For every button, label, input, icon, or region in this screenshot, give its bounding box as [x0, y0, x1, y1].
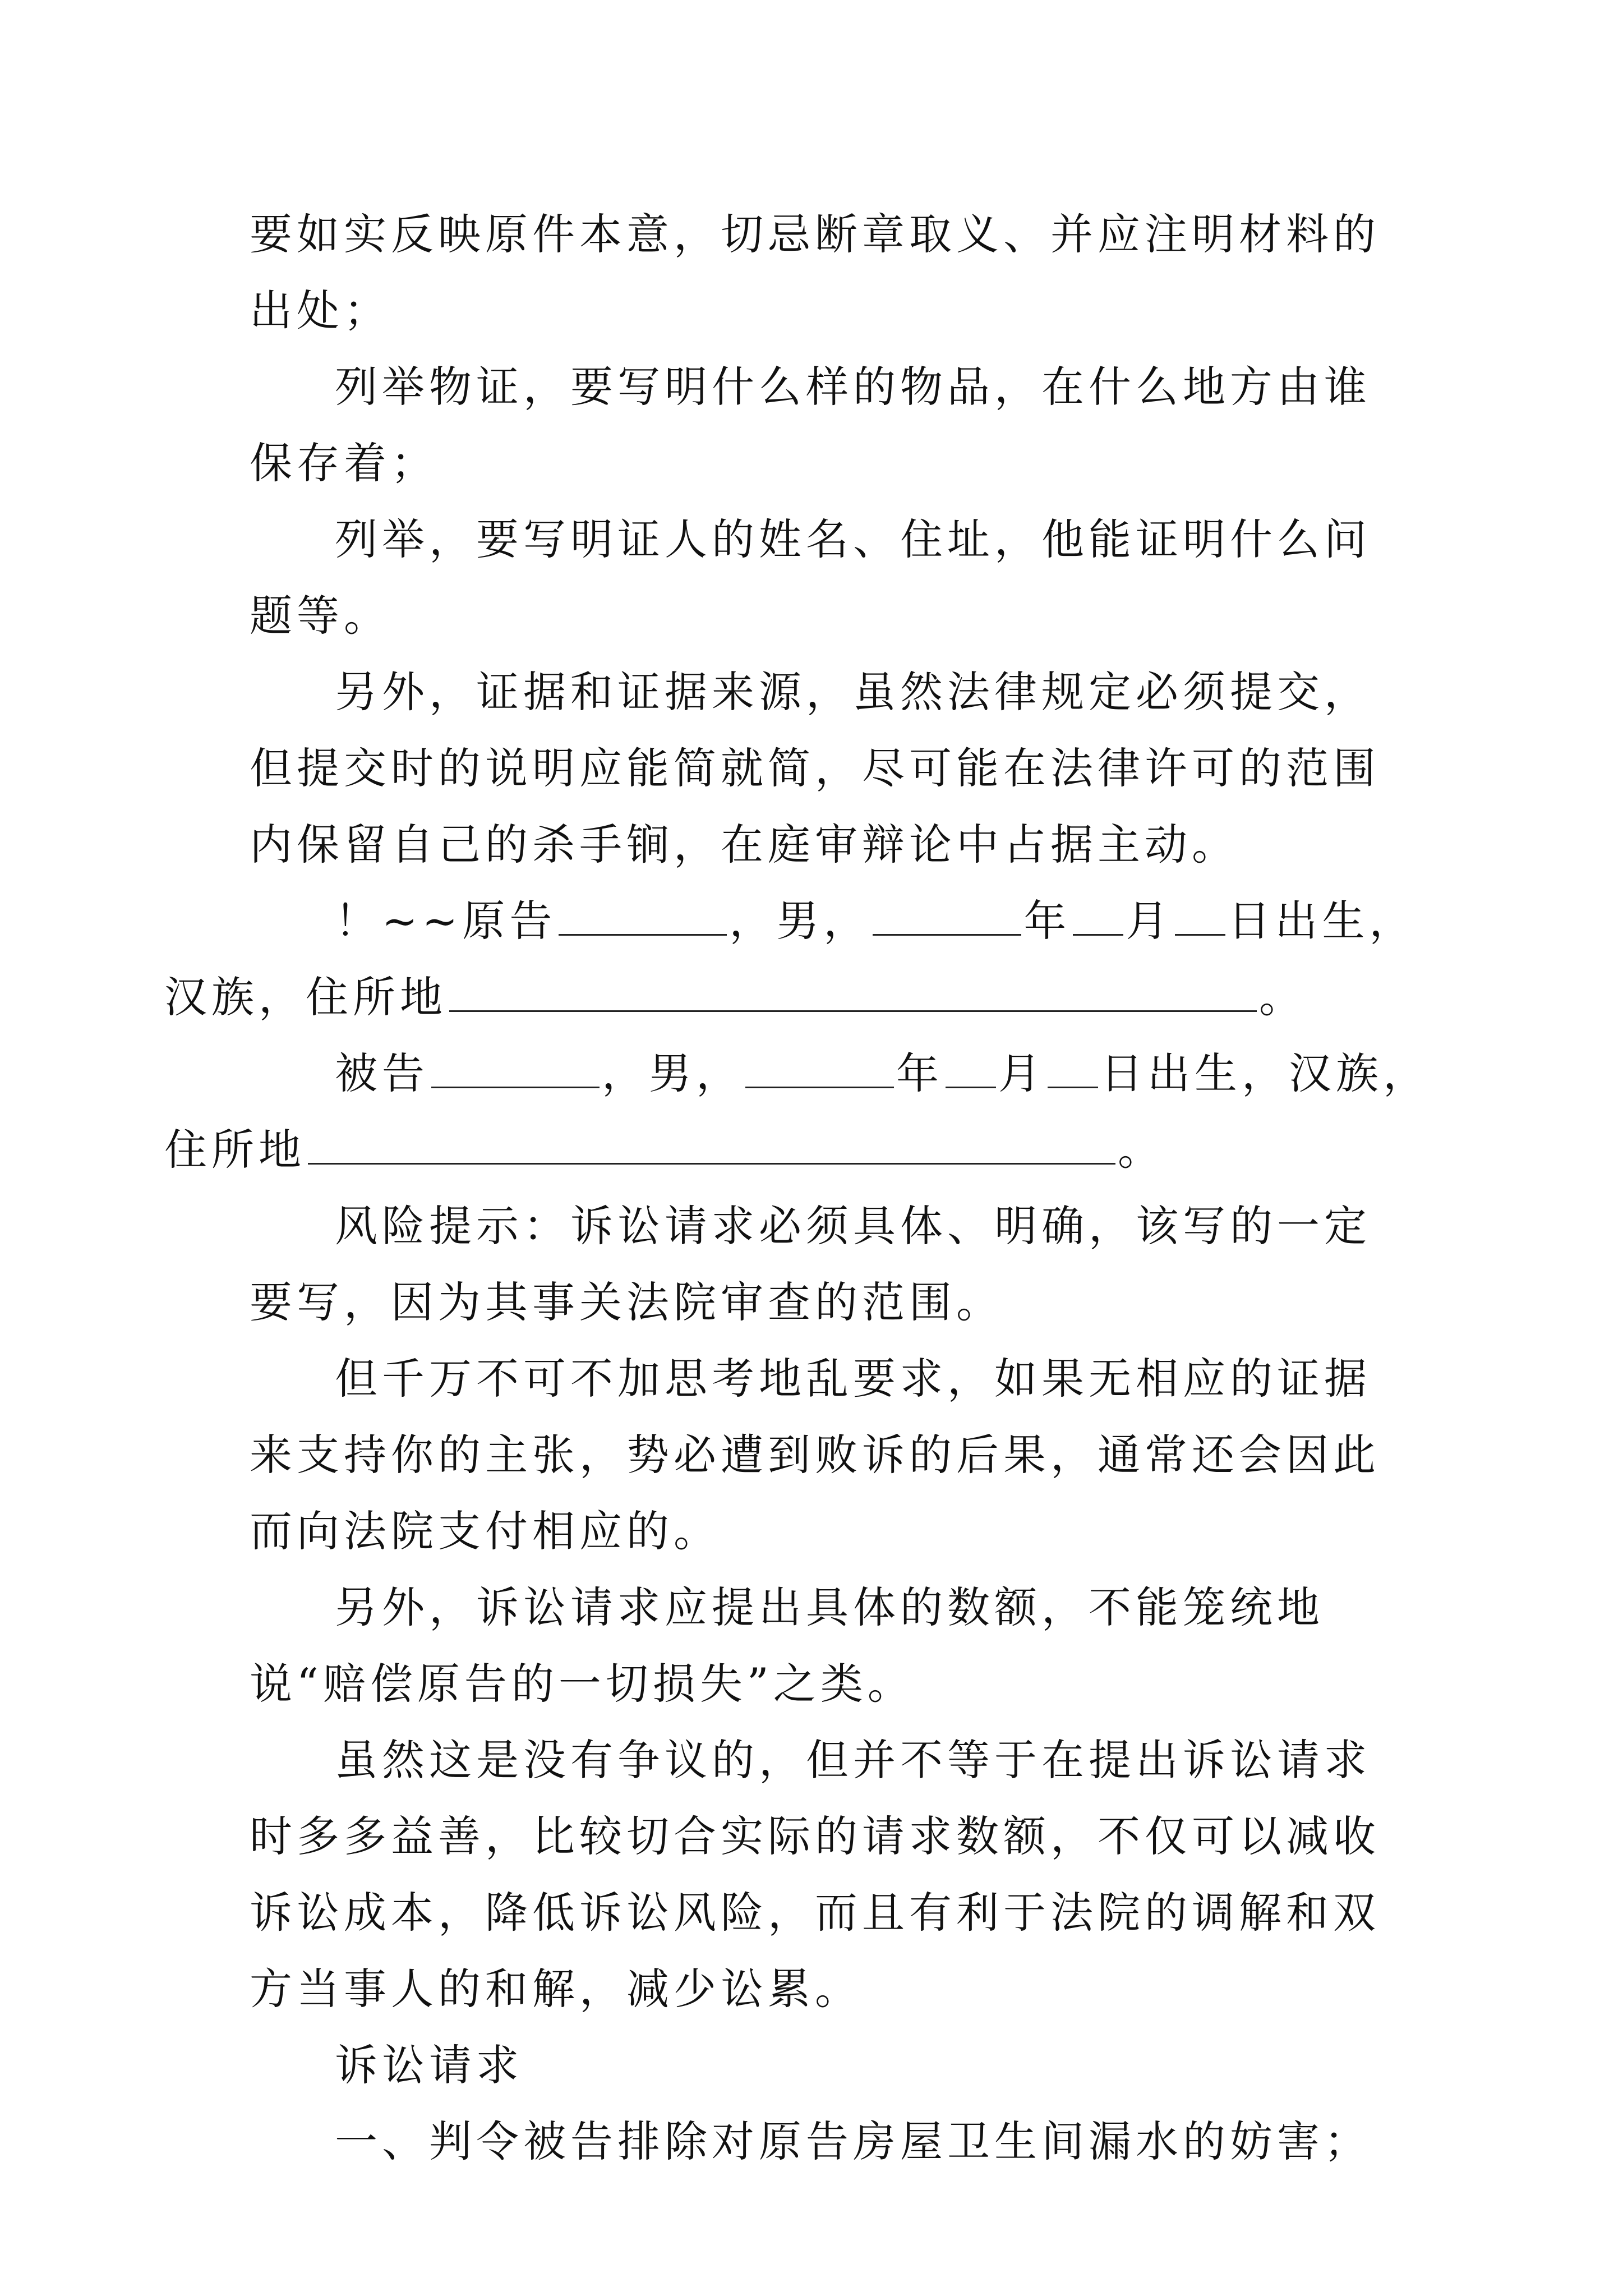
- plaintiff-year-blank: [873, 898, 1021, 936]
- defendant-name-blank: [431, 1051, 600, 1088]
- paragraph-witness: 列举，要写明证人的姓名、住址，他能证明什么问题等。: [250, 514, 1371, 641]
- paragraph-caution: 但千万不可不加思考地乱要求，如果无相应的证据来支持你的主张，势必遭到败诉的后果，通常还会因此而向法院支付相应的。: [250, 1354, 1380, 1556]
- defendant-line-2: [164, 1112, 1394, 1188]
- defendant-year-label: 年: [896, 1048, 943, 1098]
- plaintiff-month-label: 月: [1126, 896, 1173, 946]
- plaintiff-end: 。: [1259, 972, 1306, 1022]
- paragraph-reasonable-claims: 虽然这是没有争议的，但并不等于在提出诉讼请求时多多益善，比较切合实际的请求数额，不仅可以减收诉讼成本，降低诉讼风险，而且有利于法院的调解和双方当事人的和解，减少讼累。: [250, 1735, 1380, 2014]
- defendant-line-1: [250, 1036, 1430, 1112]
- paragraph-physical-evidence: 列举物证，要写明什么样的物品，在什么地方由谁保存着；: [250, 362, 1371, 488]
- plaintiff-month-blank: [1073, 898, 1123, 936]
- defendant-year-blank: [745, 1051, 894, 1088]
- plaintiff-line-1: [250, 883, 1417, 959]
- defendant-end: 。: [1118, 1125, 1165, 1175]
- defendant-birth-label: 日出生，汉族，: [1100, 1048, 1430, 1098]
- plaintiff-name-blank: [559, 898, 727, 936]
- section-heading-claims: 诉讼请求: [335, 2040, 523, 2090]
- plaintiff-line-2: [164, 959, 1394, 1036]
- defendant-label: 被告: [335, 1048, 429, 1098]
- defendant-info: [164, 1036, 1430, 1188]
- defendant-day-blank: [1048, 1051, 1098, 1088]
- plaintiff-gender: ，男，: [729, 896, 871, 946]
- plaintiff-info: [164, 883, 1417, 1036]
- defendant-month-blank: [946, 1051, 996, 1088]
- plaintiff-year-label: 年: [1023, 896, 1071, 946]
- defendant-month-label: 月: [998, 1048, 1045, 1098]
- defendant-address-label: 住所地: [164, 1125, 306, 1175]
- plaintiff-birth-label: 日出生，: [1228, 896, 1417, 946]
- plaintiff-label: ！~~原告: [335, 896, 557, 946]
- paragraph-risk-warning: 风险提示：诉讼请求必须具体、明确，该写的一定要写，因为其事关法院审查的范围。: [250, 1201, 1371, 1327]
- plaintiff-ethnic-address-label: 汉族，住所地: [164, 972, 447, 1022]
- paragraph-evidence-submission: 另外，证据和证据来源，虽然法律规定必须提交，但提交时的说明应能简就简，尽可能在法律许可的范围内保留自己的杀手锏，在庭审辩论中占据主动。: [250, 667, 1380, 869]
- defendant-address-blank: [308, 1127, 1115, 1165]
- plaintiff-address-blank: [449, 974, 1257, 1012]
- paragraph-material-source: 要如实反映原件本意，切忌断章取义、并应注明材料的出处；: [250, 209, 1380, 335]
- document-page: [164, 196, 1430, 2180]
- claim-item-1: 一、判令被告排除对原告房屋卫生间漏水的妨害；: [335, 2116, 1371, 2166]
- paragraph-specific-amount: 另外，诉讼请求应提出具体的数额，不能笼统地说“赔偿原告的一切损失”之类。: [250, 1582, 1324, 1709]
- plaintiff-day-blank: [1175, 898, 1225, 936]
- defendant-gender: ，男，: [602, 1048, 743, 1098]
